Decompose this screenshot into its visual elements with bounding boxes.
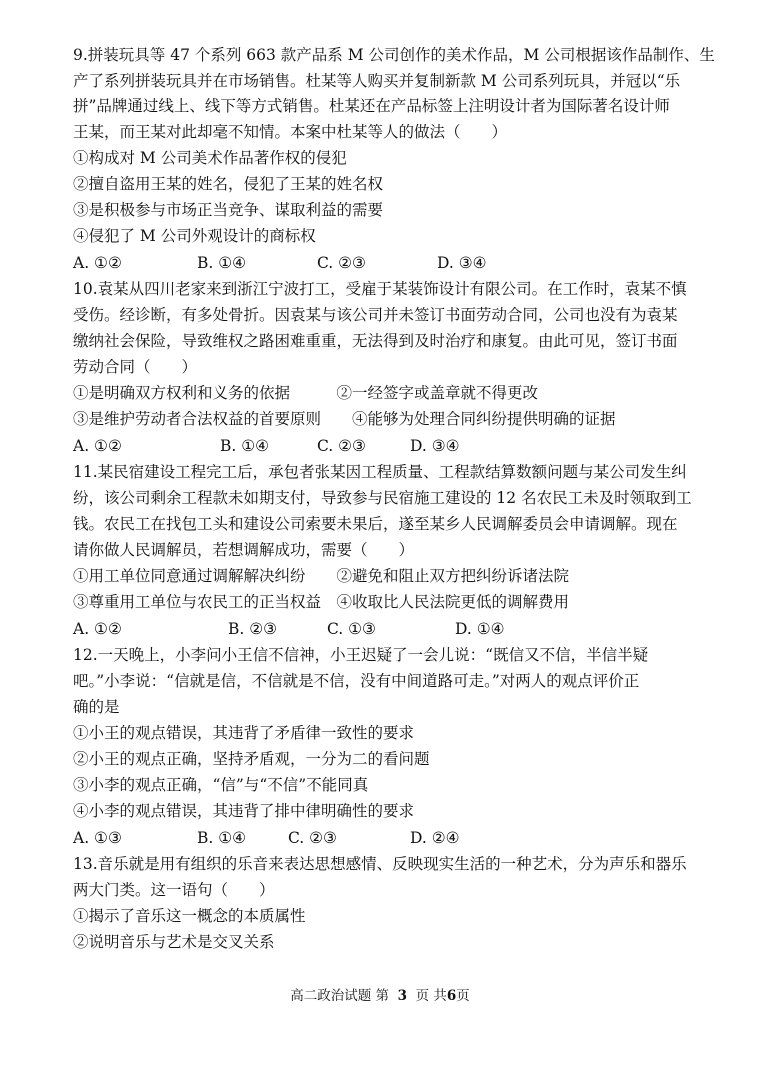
q12-stem-line-3: 确的是 bbox=[73, 698, 120, 716]
q9-stem-line-4: 王某，而王某对此却毫不知情。本案中杜某等人的做法（ ） bbox=[73, 123, 508, 141]
q9-statement-1: ①构成对 M 公司美术作品著作权的侵犯 bbox=[73, 149, 347, 167]
q10-option-c: C. ②③ bbox=[317, 437, 366, 455]
q10-stem-line-1: 10.袁某从四川老家来到浙江宁波打工，受雇于某装饰设计有限公司。在工作时，袁某不慎 bbox=[73, 280, 687, 298]
q12-option-a: A. ①③ bbox=[73, 829, 122, 847]
q9-option-c: C. ②③ bbox=[317, 254, 366, 272]
q9-statement-4: ④侵犯了 M 公司外观设计的商标权 bbox=[73, 227, 316, 245]
q11-stem-line-1: 11.某民宿建设工程完工后，承包者张某因工程质量、工程款结算数额问题与某公司发生纠 bbox=[73, 463, 687, 481]
footer-subject: 高二政治试题 第 bbox=[290, 988, 389, 1004]
q13-statement-2: ②说明音乐与艺术是交叉关系 bbox=[73, 933, 275, 951]
page-footer bbox=[0, 984, 760, 1004]
q9-statement-2: ②擅自盗用王某的姓名，侵犯了王某的姓名权 bbox=[73, 175, 384, 193]
q10-stem-line-3: 缴纳社会保险，导致维权之路困难重重，无法得到及时治疗和康复。由此可见，签订书面 bbox=[73, 332, 678, 350]
q11-stem-line-4: 请你做人民调解员，若想调解成功，需要（ ） bbox=[73, 541, 415, 559]
q11-option-c: C. ①③ bbox=[327, 620, 376, 638]
q12-statement-3: ③小李的观点正确，“信”与“不信”不能同真 bbox=[73, 776, 369, 794]
q11-option-b: B. ②③ bbox=[228, 620, 278, 638]
q9-statement-3: ③是积极参与市场正当竞争、谋取利益的需要 bbox=[73, 201, 384, 219]
q12-statement-1: ①小王的观点错误，其违背了矛盾律一致性的要求 bbox=[73, 724, 415, 742]
footer-page-unit: 页 共 bbox=[415, 988, 447, 1004]
q11-option-d: D. ①④ bbox=[455, 620, 505, 638]
footer-total-unit: 页 bbox=[456, 988, 470, 1004]
q12-option-c: C. ②③ bbox=[288, 829, 337, 847]
q11-stem-line-3: 钱。农民工在找包工头和建设公司索要未果后，遂至某乡人民调解委员会申请调解。现在 bbox=[73, 515, 678, 533]
q12-statement-4: ④小李的观点错误，其违背了排中律明确性的要求 bbox=[73, 802, 415, 820]
q9-stem-line-2: 产了系列拼装玩具并在市场销售。杜某等人购买并复制新款 M 公司系列玩具，并冠以“乐 bbox=[73, 72, 681, 90]
q12-stem-line-2: 吧。”小李说：“信就是信，不信就是不信，没有中间道路可走。”对两人的观点评价正 bbox=[73, 672, 640, 690]
q9-option-b: B. ①④ bbox=[197, 254, 247, 272]
q9-stem-line-3: 拼”品牌通过线上、线下等方式销售。杜某还在产品标签上注明设计者为国际著名设计师 bbox=[73, 97, 670, 115]
q10-statement-row-1: ①是明确双方权利和义务的依据 ②一经签字或盖章就不得更改 bbox=[73, 384, 539, 402]
q10-stem-line-2: 受伤。经诊断，有多处骨折。因袁某与该公司并未签订书面劳动合同，公司也没有为袁某 bbox=[73, 306, 678, 324]
q13-stem-line-2: 两大门类。这一语句（ ） bbox=[73, 881, 275, 899]
q11-stem-line-2: 纷，该公司剩余工程款未如期支付，导致参与民宿施工建设的 12 名农民工未及时领取到工 bbox=[73, 489, 692, 507]
q10-option-a: A. ①② bbox=[73, 437, 122, 455]
q12-statement-2: ②小王的观点正确，坚持矛盾观，一分为二的看问题 bbox=[73, 750, 430, 768]
q11-option-a: A. ①② bbox=[73, 620, 122, 638]
q12-option-d: D. ②④ bbox=[410, 829, 460, 847]
q10-statement-row-2: ③是维护劳动者合法权益的首要原则 ④能够为处理合同纠纷提供明确的证据 bbox=[73, 410, 616, 428]
q9-option-a: A. ①② bbox=[73, 254, 122, 272]
q11-statement-row-1: ①用工单位同意通过调解解决纠纷 ②避免和阻止双方把纠纷诉诸法院 bbox=[73, 567, 570, 585]
q13-statement-1: ①揭示了音乐这一概念的本质属性 bbox=[73, 907, 306, 925]
footer-total-pages: 6 bbox=[446, 988, 457, 1004]
q12-stem-line-1: 12.一天晚上，小李问小王信不信神，小王迟疑了一会儿说：“既信又不信，半信半疑 bbox=[73, 646, 649, 664]
q9-stem-line-1: 9.拼装玩具等 47 个系列 663 款产品系 M 公司创作的美术作品，M 公司根据该作品制作、生 bbox=[73, 46, 715, 64]
q10-stem-line-4: 劳动合同（ ） bbox=[73, 358, 198, 376]
q12-option-b: B. ①④ bbox=[197, 829, 247, 847]
q9-option-d: D. ③④ bbox=[437, 254, 487, 272]
q10-option-b: B. ①④ bbox=[220, 437, 270, 455]
q10-option-d: D. ③④ bbox=[410, 437, 460, 455]
q13-stem-line-1: 13.音乐就是用有组织的乐音来表达思想感情、反映现实生活的一种艺术，分为声乐和器乐 bbox=[73, 855, 687, 873]
footer-page-number: 3 bbox=[397, 988, 407, 1004]
q11-statement-row-2: ③尊重用工单位与农民工的正当权益 ④收取比人民法院更低的调解费用 bbox=[73, 593, 570, 611]
